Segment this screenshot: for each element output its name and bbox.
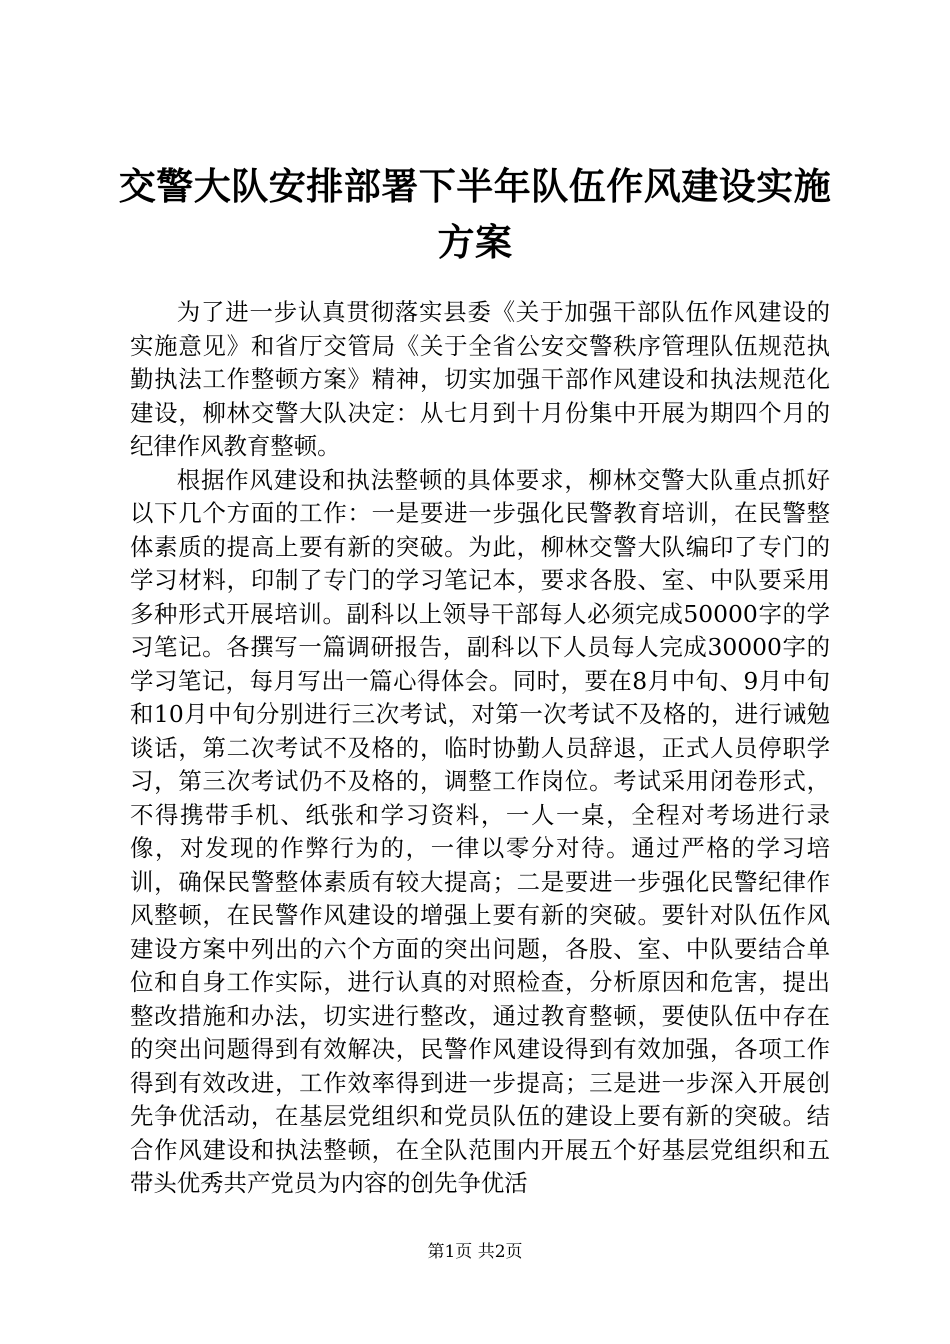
paragraph: 为了进一步认真贯彻落实县委《关于加强干部队伍作风建设的实施意见》和省厅交管局《关于全省公安交警秩序管理队伍规范执勤执法工作整顿方案》精神，切实加强干部作风建设和执法规范化建设，柳林交警大队决定：从七月到十月份集中开展为期四个月的纪律作风教育整顿。 [130, 298, 830, 460]
page-number: 第1页 共2页 [427, 1242, 523, 1262]
paragraph: 根据作风建设和执法整顿的具体要求，柳林交警大队重点抓好以下几个方面的工作：一是要进一步强化民警教育培训，在民警整体素质的提高上要有新的突破。为此，柳林交警大队编印了专门的学习材料，印制了专门的学习笔记本，要求各股、室、中队要采用多种形式开展培训。副科以上领导干部每人必须完成50000字的学习笔记。各撰写一篇调研报告，副科以下人员每人完成30000字的学习笔记，每月写出一篇心得体会。同时，要在8月中旬、9月中旬和10月中旬分别进行三次考试，对第一次考试不及格的，进行诫勉谈话，第二次考试不及格的，临时协勤人员辞退，正式人员停职学习，第三次考试仍不及格的，调整工作岗位。考试采用闭卷形式，不得携带手机、纸张和学习资料，一人一桌，全程对考场进行录像，对发现的作弊行为的，一律以零分对待。通过严格的学习培训，确保民警整体素质有较大提高；二是要进一步强化民警纪律作风整顿，在民警作风建设的增强上要有新的突破。要针对队伍作风建设方案中列出的六个方面的突出问题，各股、室、中队要结合单位和自身工作实际，进行认真的对照检查，分析原因和危害，提出整改措施和办法，切实进行整改，通过教育整顿，要使队伍中存在的突出问题得到有效解决，民警作风建设得到有效加强，各项工作得到有效改进，工作效率得到进一步提高；三是进一步深入开展创先争优活动，在基层党组织和党员队伍的建设上要有新的突破。结合作风建设和执法整顿，在全队范围内开展五个好基层党组织和五带头优秀共产党员为内容的创先争优活 [130, 465, 830, 1197]
document-title: 交警大队安排部署下半年队伍作风建设实施方案 [118, 164, 832, 264]
document-body [130, 296, 830, 1201]
